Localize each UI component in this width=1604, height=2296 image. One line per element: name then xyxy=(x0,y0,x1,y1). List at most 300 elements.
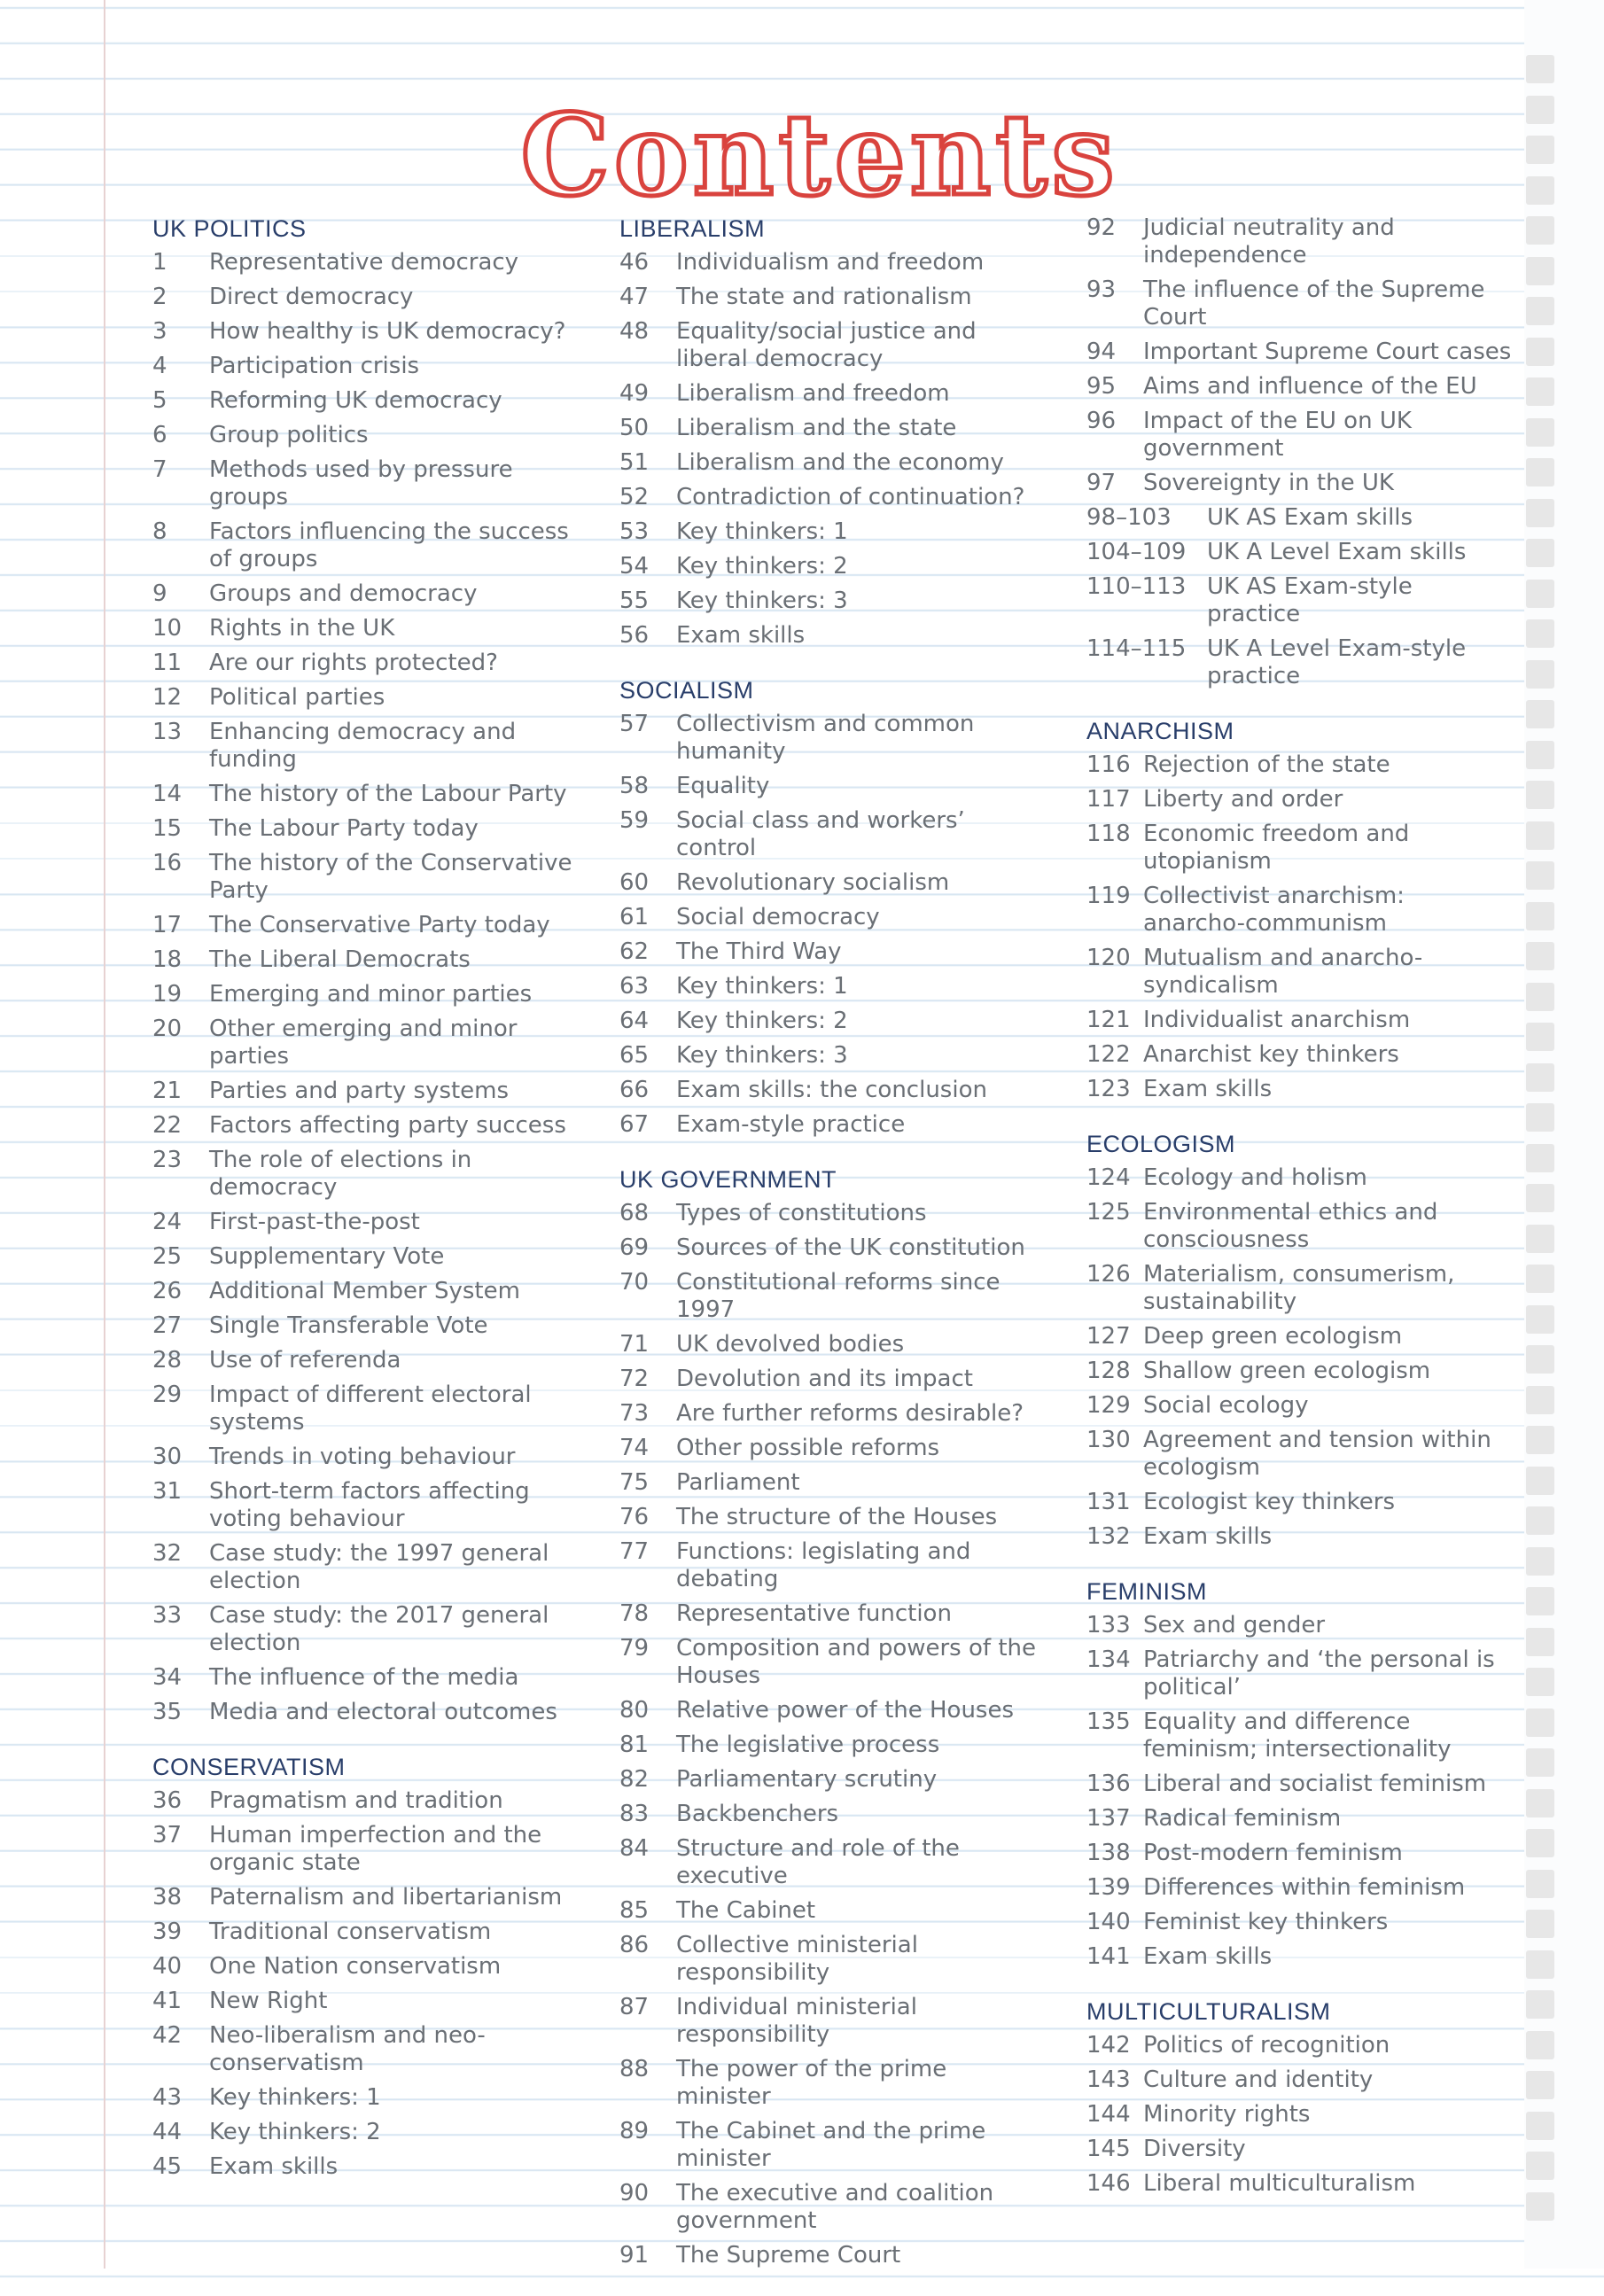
punch-hole-icon xyxy=(1526,1184,1554,1212)
entry-title: Revolutionary socialism xyxy=(676,869,950,896)
entry-title: Functions: legislating and debating xyxy=(676,1538,971,1592)
entry-number: 54 xyxy=(619,553,650,580)
entry-title: Sovereignty in the UK xyxy=(1143,470,1394,496)
contents-entry[interactable] xyxy=(152,1243,578,1271)
entry-number: 116 xyxy=(1086,751,1131,778)
contents-entry[interactable] xyxy=(152,1444,578,1471)
contents-entry[interactable] xyxy=(1086,2032,1512,2059)
contents-entry[interactable] xyxy=(619,1269,1045,1324)
entry-title: Economic freedom and utopianism xyxy=(1143,821,1410,875)
entry-title: UK devolved bodies xyxy=(676,1331,905,1358)
entry-number: 63 xyxy=(619,973,650,1000)
contents-entry[interactable] xyxy=(1086,1489,1512,1516)
entry-number: 43 xyxy=(152,2084,183,2111)
entry-title: Use of referenda xyxy=(209,1347,401,1374)
entry-title: UK A Level Exam-style practice xyxy=(1207,635,1467,689)
punch-hole-icon xyxy=(1526,1426,1554,1454)
entry-title: The influence of the media xyxy=(209,1664,519,1691)
entry-number: 10 xyxy=(152,615,183,642)
notebook-margin-line xyxy=(104,0,105,2269)
contents-section xyxy=(1086,1577,1512,1971)
contents-entry[interactable] xyxy=(619,711,1045,766)
contents-entry[interactable] xyxy=(152,1478,578,1533)
contents-entry[interactable] xyxy=(1086,1523,1512,1551)
contents-entry[interactable] xyxy=(1086,1392,1512,1420)
punch-hole-icon xyxy=(1526,1063,1554,1092)
entry-title: Patriarchy and ‘the personal is political’ xyxy=(1143,1646,1495,1701)
contents-entry[interactable] xyxy=(152,1787,578,1815)
contents-entry[interactable] xyxy=(619,938,1045,966)
entry-title: The Labour Party today xyxy=(209,815,479,842)
contents-entry[interactable] xyxy=(619,773,1045,800)
entry-title: Structure and role of the executive xyxy=(676,1835,960,1889)
contents-entry[interactable] xyxy=(619,807,1045,862)
contents-entry[interactable] xyxy=(1086,1646,1512,1701)
punch-hole-icon xyxy=(1526,1708,1554,1737)
entry-number: 145 xyxy=(1086,2136,1131,2162)
entry-number: 48 xyxy=(619,318,650,345)
entry-number: 45 xyxy=(152,2153,183,2180)
entry-number: 24 xyxy=(152,1209,183,1235)
contents-entry[interactable] xyxy=(1086,470,1512,497)
entry-number: 120 xyxy=(1086,945,1131,971)
contents-entry[interactable] xyxy=(619,869,1045,897)
contents-entry[interactable] xyxy=(1086,539,1512,566)
contents-entry[interactable] xyxy=(152,422,578,449)
contents-entry[interactable] xyxy=(1086,2136,1512,2163)
entry-number: 140 xyxy=(1086,1909,1131,1935)
contents-entry[interactable] xyxy=(619,553,1045,580)
punch-hole-icon xyxy=(1526,1910,1554,1938)
contents-entry[interactable] xyxy=(152,615,578,642)
entry-number: 70 xyxy=(619,1269,650,1296)
entry-title: Key thinkers: 2 xyxy=(676,553,848,580)
contents-section xyxy=(152,1753,578,2181)
entry-title: The structure of the Houses xyxy=(676,1504,998,1530)
contents-entry[interactable] xyxy=(152,2153,578,2181)
section-heading: MULTICULTURALISM xyxy=(1086,1998,1331,2025)
entry-number: 142 xyxy=(1086,2032,1131,2059)
contents-entry[interactable] xyxy=(619,1366,1045,1393)
entry-number: 88 xyxy=(619,2056,650,2082)
contents-entry[interactable] xyxy=(619,622,1045,650)
contents-entry[interactable] xyxy=(1086,573,1512,628)
contents-entry[interactable] xyxy=(152,518,578,573)
entry-number: 36 xyxy=(152,1787,183,1814)
contents-entry[interactable] xyxy=(1086,883,1512,938)
contents-entry[interactable] xyxy=(1086,339,1512,366)
entry-number: 67 xyxy=(619,1111,650,1138)
contents-entry[interactable] xyxy=(619,1400,1045,1428)
punch-hole-icon xyxy=(1526,821,1554,850)
entry-title: Human imperfection and the organic state xyxy=(209,1822,542,1876)
entry-number: 104–109 xyxy=(1086,539,1187,565)
entry-title: The Third Way xyxy=(676,938,842,965)
contents-entry[interactable] xyxy=(1086,276,1512,331)
entry-number: 98–103 xyxy=(1086,504,1172,531)
entry-number: 65 xyxy=(619,1042,650,1069)
punch-hole-icon xyxy=(1526,2071,1554,2099)
contents-entry[interactable] xyxy=(152,1540,578,1595)
contents-entry[interactable] xyxy=(152,912,578,939)
contents-entry[interactable] xyxy=(619,284,1045,311)
punch-hole-icon xyxy=(1526,297,1554,325)
punch-hole-icon xyxy=(1526,1870,1554,1898)
entry-number: 138 xyxy=(1086,1840,1131,1866)
contents-entry[interactable] xyxy=(619,588,1045,615)
contents-section xyxy=(152,214,578,1726)
entry-number: 12 xyxy=(152,684,183,711)
entry-title: Are further reforms desirable? xyxy=(676,1400,1024,1427)
contents-entry[interactable] xyxy=(152,1347,578,1374)
entry-title: Minority rights xyxy=(1143,2101,1311,2128)
contents-entry[interactable] xyxy=(1086,1771,1512,1798)
contents-entry[interactable] xyxy=(619,1435,1045,1462)
contents-entry[interactable] xyxy=(619,1635,1045,1690)
contents-entry[interactable] xyxy=(1086,751,1512,779)
contents-entry[interactable] xyxy=(1086,1199,1512,1254)
entry-number: 5 xyxy=(152,387,167,414)
contents-entry[interactable] xyxy=(152,1884,578,1911)
entry-number: 49 xyxy=(619,380,650,407)
entry-title: Exam skills xyxy=(1143,1523,1273,1550)
entry-number: 124 xyxy=(1086,1164,1131,1191)
entry-number: 8 xyxy=(152,518,167,545)
contents-entry[interactable] xyxy=(619,2056,1045,2111)
entry-number: 68 xyxy=(619,1200,650,1226)
punch-hole-icon xyxy=(1526,257,1554,285)
contents-entry[interactable] xyxy=(152,1988,578,2015)
contents-entry[interactable] xyxy=(619,904,1045,931)
contents-entry[interactable] xyxy=(619,1008,1045,1035)
contents-entry[interactable] xyxy=(619,2180,1045,2235)
contents-entry[interactable] xyxy=(1086,373,1512,401)
punch-hole-icon xyxy=(1526,2192,1554,2221)
contents-entry[interactable] xyxy=(619,1504,1045,1531)
contents-entry[interactable] xyxy=(619,484,1045,511)
entry-title: Agreement and tension within ecologism xyxy=(1143,1427,1491,1481)
entry-number: 23 xyxy=(152,1147,183,1173)
punch-hole-icon xyxy=(1526,2152,1554,2180)
contents-entry[interactable] xyxy=(152,1016,578,1070)
contents-entry[interactable] xyxy=(1086,945,1512,1000)
entry-number: 46 xyxy=(619,249,650,276)
entry-title: Important Supreme Court cases xyxy=(1143,339,1512,365)
entry-title: Case study: the 2017 general election xyxy=(209,1602,549,1656)
contents-section xyxy=(1086,717,1512,1103)
entry-number: 22 xyxy=(152,1112,183,1139)
entry-number: 83 xyxy=(619,1801,650,1827)
entry-number: 16 xyxy=(152,850,183,876)
entry-number: 2 xyxy=(152,284,167,310)
contents-entry[interactable] xyxy=(619,380,1045,408)
contents-entry[interactable] xyxy=(152,318,578,346)
contents-entry[interactable] xyxy=(619,415,1045,442)
entry-number: 143 xyxy=(1086,2066,1131,2093)
contents-entry[interactable] xyxy=(619,249,1045,276)
contents-entry[interactable] xyxy=(152,1664,578,1692)
entry-number: 62 xyxy=(619,938,650,965)
entry-number: 119 xyxy=(1086,883,1131,909)
entry-title: Factors affecting party success xyxy=(209,1112,566,1139)
contents-entry[interactable] xyxy=(619,1766,1045,1794)
entry-title: Social ecology xyxy=(1143,1392,1309,1419)
entry-title: Exam skills xyxy=(1143,1943,1273,1970)
contents-entry[interactable] xyxy=(152,1312,578,1340)
entry-number: 144 xyxy=(1086,2101,1131,2128)
entry-title: Impact of the EU on UK government xyxy=(1143,408,1412,462)
contents-section xyxy=(1086,214,1512,690)
contents-entry[interactable] xyxy=(152,1699,578,1726)
punch-hole-icon xyxy=(1526,55,1554,83)
entry-title: Collective ministerial responsibility xyxy=(676,1932,918,1986)
contents-column-1 xyxy=(152,214,578,2207)
contents-entry[interactable] xyxy=(619,1111,1045,1139)
contents-entry[interactable] xyxy=(1086,1805,1512,1833)
contents-entry[interactable] xyxy=(619,1600,1045,1628)
entry-title: New Right xyxy=(209,1988,328,2014)
entry-title: Backbenchers xyxy=(676,1801,839,1827)
section-heading: CONSERVATISM xyxy=(152,1754,346,1780)
entry-number: 90 xyxy=(619,2180,650,2206)
entry-number: 35 xyxy=(152,1699,183,1725)
entry-number: 55 xyxy=(619,588,650,614)
contents-entry[interactable] xyxy=(1086,1164,1512,1192)
contents-entry[interactable] xyxy=(1086,1708,1512,1763)
contents-entry[interactable] xyxy=(619,318,1045,373)
contents-entry[interactable] xyxy=(619,1331,1045,1358)
contents-entry[interactable] xyxy=(1086,1840,1512,1867)
contents-entry[interactable] xyxy=(152,1147,578,1202)
entry-number: 47 xyxy=(619,284,650,310)
contents-entry[interactable] xyxy=(152,1381,578,1436)
contents-entry[interactable] xyxy=(1086,408,1512,463)
contents-entry[interactable] xyxy=(619,2242,1045,2269)
contents-entry[interactable] xyxy=(1086,786,1512,813)
contents-entry[interactable] xyxy=(619,518,1045,546)
entry-title: Direct democracy xyxy=(209,284,414,310)
punch-hole-icon xyxy=(1526,377,1554,406)
contents-entry[interactable] xyxy=(1086,1041,1512,1069)
entry-number: 4 xyxy=(152,353,167,379)
contents-entry[interactable] xyxy=(152,2084,578,2112)
entry-title: Aims and influence of the EU xyxy=(1143,373,1477,400)
entry-title: The Cabinet xyxy=(676,1897,816,1924)
contents-entry[interactable] xyxy=(152,284,578,311)
contents-entry[interactable] xyxy=(1086,2066,1512,2094)
contents-entry[interactable] xyxy=(152,981,578,1008)
entry-number: 61 xyxy=(619,904,650,930)
contents-entry[interactable] xyxy=(152,1822,578,1877)
entry-title: The Supreme Court xyxy=(676,2242,901,2269)
entry-title: Traditional conservatism xyxy=(209,1919,492,1945)
contents-entry[interactable] xyxy=(152,1953,578,1981)
punch-hole-icon xyxy=(1526,2031,1554,2059)
contents-entry[interactable] xyxy=(1086,1076,1512,1103)
contents-entry[interactable] xyxy=(619,1994,1045,2049)
entry-title: The influence of the Supreme Court xyxy=(1143,276,1485,331)
punch-hole-icon xyxy=(1526,1950,1554,1979)
entry-title: Culture and identity xyxy=(1143,2066,1374,2093)
entry-title: Liberalism and the economy xyxy=(676,449,1004,476)
punch-hole-icon xyxy=(1526,539,1554,567)
contents-entry[interactable] xyxy=(152,1078,578,1105)
entry-title: Constitutional reforms since 1997 xyxy=(676,1269,1001,1323)
contents-entry[interactable] xyxy=(1086,1261,1512,1316)
entry-title: Ecology and holism xyxy=(1143,1164,1367,1191)
entry-number: 79 xyxy=(619,1635,650,1662)
contents-entry[interactable] xyxy=(1086,1427,1512,1482)
contents-entry[interactable] xyxy=(619,449,1045,477)
contents-entry[interactable] xyxy=(619,1732,1045,1759)
entry-title: Collectivism and common humanity xyxy=(676,711,975,765)
punch-hole-icon xyxy=(1526,1345,1554,1374)
contents-entry[interactable] xyxy=(152,2119,578,2146)
contents-entry[interactable] xyxy=(1086,1323,1512,1350)
entry-title: Key thinkers: 2 xyxy=(676,1008,848,1034)
punch-hole-icon xyxy=(1526,1990,1554,2019)
contents-entry[interactable] xyxy=(152,456,578,511)
contents-entry[interactable] xyxy=(152,1919,578,1946)
punch-hole-icon xyxy=(1526,499,1554,527)
entry-title: Exam skills xyxy=(209,2153,339,2180)
entry-number: 84 xyxy=(619,1835,650,1862)
contents-entry[interactable] xyxy=(1086,1612,1512,1639)
entry-number: 30 xyxy=(152,1444,183,1470)
entry-title: Contradiction of continuation? xyxy=(676,484,1025,510)
entry-number: 114–115 xyxy=(1086,635,1187,662)
entry-number: 27 xyxy=(152,1312,183,1339)
entry-number: 18 xyxy=(152,946,183,973)
contents-entry[interactable] xyxy=(619,2118,1045,2173)
entry-title: Post-modern feminism xyxy=(1143,1840,1403,1866)
contents-entry[interactable] xyxy=(619,1200,1045,1227)
contents-entry[interactable] xyxy=(152,249,578,276)
entry-title: Key thinkers: 1 xyxy=(676,518,848,545)
contents-entry[interactable] xyxy=(1086,635,1512,690)
contents-entry[interactable] xyxy=(152,580,578,608)
entry-number: 89 xyxy=(619,2118,650,2144)
contents-entry[interactable] xyxy=(619,1234,1045,1262)
entry-title: Liberalism and the state xyxy=(676,415,957,441)
contents-entry[interactable] xyxy=(619,1538,1045,1593)
contents-entry[interactable] xyxy=(152,1278,578,1305)
entry-title: Trends in voting behaviour xyxy=(209,1444,516,1470)
entry-number: 28 xyxy=(152,1347,183,1374)
contents-column-2 xyxy=(619,214,1045,2296)
entry-number: 25 xyxy=(152,1243,183,1270)
contents-entry[interactable] xyxy=(1086,821,1512,876)
entry-title: Parliamentary scrutiny xyxy=(676,1766,938,1793)
contents-entry[interactable] xyxy=(1086,2101,1512,2129)
contents-entry[interactable] xyxy=(619,1042,1045,1070)
entry-title: Emerging and minor parties xyxy=(209,981,533,1008)
entry-number: 38 xyxy=(152,1884,183,1911)
entry-title: Equality xyxy=(676,773,770,799)
entry-number: 1 xyxy=(152,249,167,276)
entry-number: 21 xyxy=(152,1078,183,1104)
entry-title: Single Transferable Vote xyxy=(209,1312,488,1339)
entry-title: Case study: the 1997 general election xyxy=(209,1540,549,1594)
entry-number: 73 xyxy=(619,1400,650,1427)
entry-number: 3 xyxy=(152,318,167,345)
contents-entry[interactable] xyxy=(1086,1007,1512,1034)
contents-entry[interactable] xyxy=(152,1209,578,1236)
entry-title: The role of elections in democracy xyxy=(209,1147,472,1201)
entry-number: 69 xyxy=(619,1234,650,1261)
punch-hole-icon xyxy=(1526,2112,1554,2140)
entry-number: 75 xyxy=(619,1469,650,1496)
contents-entry[interactable] xyxy=(1086,1358,1512,1385)
punch-hole-icon xyxy=(1526,1386,1554,1414)
entry-title: Social democracy xyxy=(676,904,880,930)
punch-hole-icon xyxy=(1526,1506,1554,1535)
contents-entry[interactable] xyxy=(1086,1943,1512,1971)
contents-entry[interactable] xyxy=(619,1469,1045,1497)
entry-number: 13 xyxy=(152,719,183,745)
contents-entry[interactable] xyxy=(152,815,578,843)
entry-title: Social class and workers’ control xyxy=(676,807,965,861)
entry-number: 50 xyxy=(619,415,650,441)
contents-entry[interactable] xyxy=(152,719,578,774)
entry-number: 64 xyxy=(619,1008,650,1034)
punch-hole-icon xyxy=(1526,216,1554,245)
contents-entry[interactable] xyxy=(1086,2170,1512,2198)
contents-entry[interactable] xyxy=(152,353,578,380)
contents-entry[interactable] xyxy=(152,684,578,712)
punch-hole-icon xyxy=(1526,1467,1554,1495)
entry-number: 14 xyxy=(152,781,183,807)
entry-title: Sex and gender xyxy=(1143,1612,1326,1638)
entry-title: Group politics xyxy=(209,422,369,448)
contents-entry[interactable] xyxy=(1086,1909,1512,1936)
entry-number: 56 xyxy=(619,622,650,649)
contents-entry[interactable] xyxy=(619,1801,1045,1828)
entry-title: Feminist key thinkers xyxy=(1143,1909,1389,1935)
contents-entry[interactable] xyxy=(152,1112,578,1140)
entry-number: 74 xyxy=(619,1435,650,1461)
contents-entry[interactable] xyxy=(152,1602,578,1657)
contents-entry[interactable] xyxy=(1086,1874,1512,1902)
contents-entry[interactable] xyxy=(152,2022,578,2077)
contents-entry[interactable] xyxy=(619,1697,1045,1724)
contents-entry[interactable] xyxy=(619,1835,1045,1890)
entry-title: Parliament xyxy=(676,1469,800,1496)
entry-title: Key thinkers: 2 xyxy=(209,2119,381,2145)
entry-number: 93 xyxy=(1086,276,1117,303)
contents-entry[interactable] xyxy=(152,387,578,415)
entry-title: Additional Member System xyxy=(209,1278,520,1304)
contents-entry[interactable] xyxy=(619,1932,1045,1987)
entry-title: Collectivist anarchism: anarcho-communism xyxy=(1143,883,1405,937)
entry-title: Pragmatism and tradition xyxy=(209,1787,503,1814)
entry-title: Composition and powers of the Houses xyxy=(676,1635,1036,1689)
contents-entry[interactable] xyxy=(1086,504,1512,532)
entry-number: 33 xyxy=(152,1602,183,1629)
contents-entry[interactable] xyxy=(619,1077,1045,1104)
entry-title: Neo-liberalism and neo-conservatism xyxy=(209,2022,486,2076)
contents-section xyxy=(619,214,1045,650)
contents-entry[interactable] xyxy=(152,650,578,677)
contents-entry[interactable] xyxy=(619,1897,1045,1925)
contents-entry[interactable] xyxy=(152,946,578,974)
contents-entry[interactable] xyxy=(1086,214,1512,269)
contents-entry[interactable] xyxy=(152,781,578,808)
entry-title: Enhancing democracy and funding xyxy=(209,719,517,773)
contents-entry[interactable] xyxy=(152,850,578,905)
entry-title: Representative function xyxy=(676,1600,952,1627)
contents-entry[interactable] xyxy=(619,973,1045,1000)
